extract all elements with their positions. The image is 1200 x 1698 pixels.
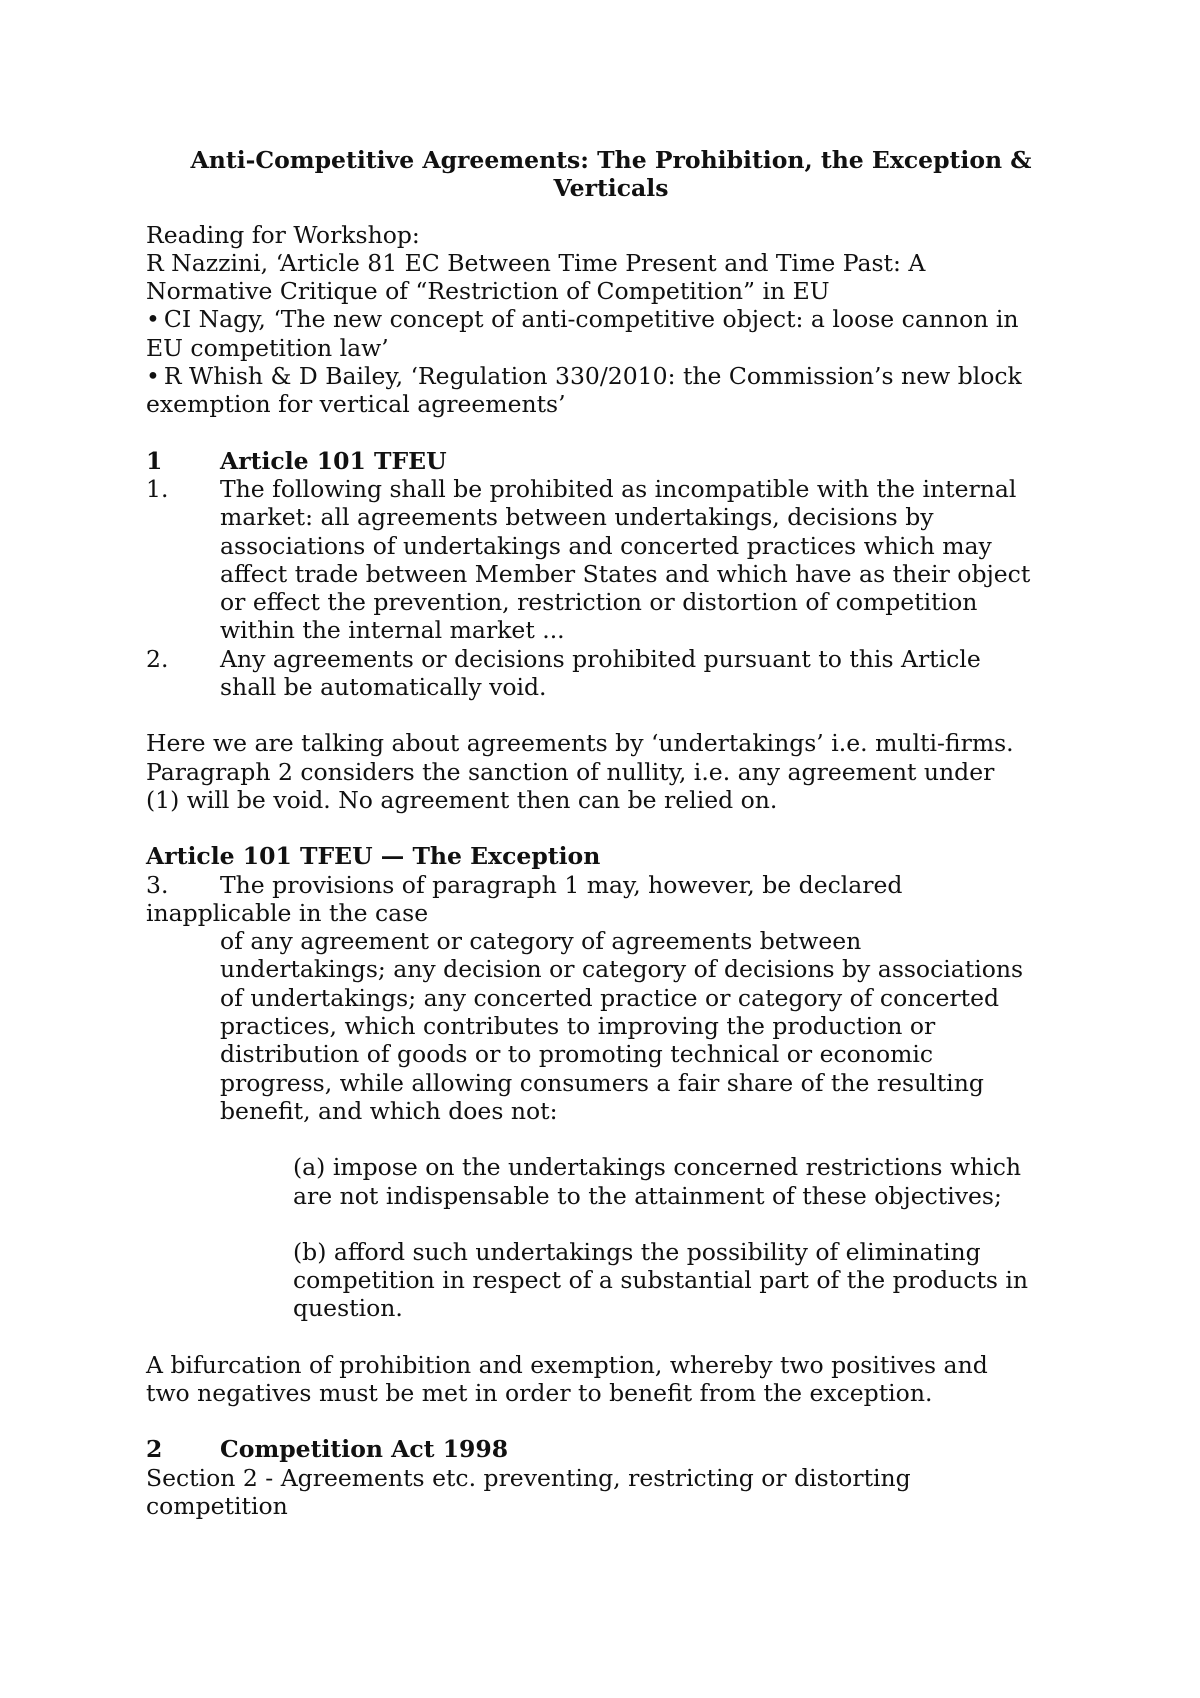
reading-item-2-line-2: EU competition law’ bbox=[146, 333, 389, 362]
para-2-number: 2. bbox=[146, 644, 169, 673]
article-101-para-2 bbox=[146, 645, 1076, 702]
section-2-number: 2 bbox=[146, 1435, 163, 1464]
section-2-heading bbox=[146, 1435, 1076, 1463]
commentary-line: Paragraph 2 considers the sanction of nullity, i.e. any agreement under bbox=[146, 757, 995, 786]
article-101-para-3 bbox=[146, 871, 1076, 899]
commentary-line: Here we are talking about agreements by ‘undertakings’ i.e. multi-firms. bbox=[146, 729, 1014, 758]
document-page bbox=[146, 146, 1076, 1520]
para-1-line: associations of undertakings and concerted practices which may bbox=[220, 531, 992, 560]
reading-item-3-line-2: exemption for vertical agreements’ bbox=[146, 390, 566, 419]
reading-label: Reading for Workshop: bbox=[146, 220, 420, 249]
section-2-text bbox=[146, 1464, 1076, 1521]
para-3-line-1: The provisions of paragraph 1 may, however, be declared bbox=[220, 870, 903, 899]
para-1-line: market: all agreements between undertakings, decisions by bbox=[220, 503, 934, 532]
condition-b-line: (b) afford such undertakings the possibility of eliminating bbox=[293, 1237, 981, 1266]
reading-item-2-line-1 bbox=[146, 305, 1076, 333]
condition-b-line: question. bbox=[293, 1294, 403, 1323]
para-3-body-line: practices, which contributes to improving the production or bbox=[220, 1012, 936, 1041]
reading-item-3-text: R Whish & D Bailey, ‘Regulation 330/2010: the Commission’s new block bbox=[163, 362, 1022, 391]
reading-item-1-line-1: R Nazzini, ‘Article 81 EC Between Time Present and Time Past: A bbox=[146, 248, 926, 277]
exception-commentary bbox=[146, 1351, 1076, 1408]
section-1-number: 1 bbox=[146, 446, 163, 475]
para-3-body-line: distribution of goods or to promoting technical or economic bbox=[220, 1040, 934, 1069]
condition-a bbox=[146, 1153, 1076, 1210]
section-1-commentary bbox=[146, 729, 1076, 814]
para-1-line: within the internal market ... bbox=[220, 616, 565, 645]
commentary-line: A bifurcation of prohibition and exemption, whereby two positives and bbox=[146, 1350, 988, 1379]
section-2-line: Section 2 - Agreements etc. preventing, restricting or distorting bbox=[146, 1463, 911, 1492]
bullet-icon: • bbox=[146, 305, 160, 334]
reading-list bbox=[146, 221, 1076, 419]
para-3-body-line: progress, while allowing consumers a fair share of the resulting bbox=[220, 1068, 984, 1097]
para-3-body-line: benefit, and which does not: bbox=[220, 1096, 558, 1125]
section-2-line: competition bbox=[146, 1491, 288, 1520]
para-2-line: Any agreements or decisions prohibited pursuant to this Article bbox=[220, 644, 981, 673]
section-1-heading bbox=[146, 447, 1076, 475]
para-3-number: 3. bbox=[146, 870, 169, 899]
reading-item-3-line-1 bbox=[146, 362, 1076, 390]
condition-a-line: (a) impose on the undertakings concerned restrictions which bbox=[293, 1153, 1022, 1182]
title-line-1: Anti-Competitive Agreements: The Prohibition, the Exception & bbox=[190, 146, 1032, 174]
document-title bbox=[146, 146, 1076, 203]
commentary-line: two negatives must be met in order to benefit from the exception. bbox=[146, 1378, 933, 1407]
title-line-2: Verticals bbox=[553, 174, 669, 203]
para-3-body-line: of any agreement or category of agreements between bbox=[220, 927, 862, 956]
reading-item-2-text: CI Nagy, ‘The new concept of anti-competitive object: a loose cannon in bbox=[163, 305, 1019, 334]
para-1-line: The following shall be prohibited as incompatible with the internal bbox=[220, 474, 1017, 503]
para-3-body-line: of undertakings; any concerted practice or category of concerted bbox=[220, 983, 1000, 1012]
condition-b-line: competition in respect of a substantial part of the products in bbox=[293, 1266, 1029, 1295]
commentary-line: (1) will be void. No agreement then can be relied on. bbox=[146, 785, 778, 814]
para-3-body-line: undertakings; any decision or category of decisions by associations bbox=[220, 955, 1024, 984]
bullet-icon: • bbox=[146, 362, 160, 391]
para-3-line-2: inapplicable in the case bbox=[146, 898, 429, 927]
exception-heading: Article 101 TFEU — The Exception bbox=[146, 842, 601, 871]
para-1-line: or effect the prevention, restriction or distortion of competition bbox=[220, 588, 978, 617]
reading-item-1-line-2: Normative Critique of “Restriction of Competition” in EU bbox=[146, 277, 830, 306]
para-3-body bbox=[146, 927, 1076, 1125]
para-2-line: shall be automatically void. bbox=[220, 673, 547, 702]
condition-a-line: are not indispensable to the attainment of these objectives; bbox=[293, 1181, 1002, 1210]
para-1-number: 1. bbox=[146, 474, 169, 503]
section-1-title: Article 101 TFEU bbox=[220, 446, 447, 475]
para-1-line: affect trade between Member States and which have as their object bbox=[220, 559, 1031, 588]
condition-b bbox=[146, 1238, 1076, 1323]
article-101-para-1 bbox=[146, 475, 1076, 645]
section-2-title: Competition Act 1998 bbox=[220, 1435, 509, 1464]
